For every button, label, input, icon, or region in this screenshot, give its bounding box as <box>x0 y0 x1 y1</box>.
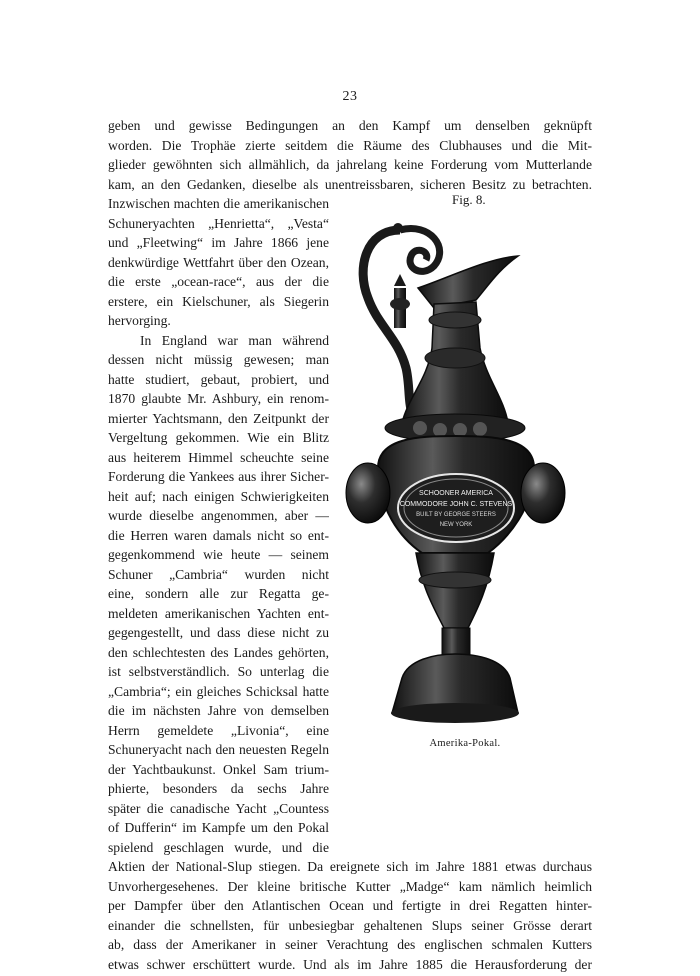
text-line: die Herren waren damals nicht so ent- <box>108 527 329 543</box>
text-line: ab, dass der Amerikaner in seiner Verachtung des englischen schmalen Kutters <box>108 937 592 952</box>
text-line: gegenkommend wie heute — seinem <box>108 547 329 562</box>
text-line: Aktien der National-Slup stiegen. Da ereignete sich im Jahre 1881 etwas durchaus <box>108 859 592 874</box>
text-line: Schuneryacht nach den neuesten Regeln <box>108 742 329 757</box>
text-line: hatte studiert, gebaut, probiert, und <box>108 371 329 387</box>
text-line: Herrn gemeldete „Livonia“, eine <box>108 722 329 738</box>
text-line: denkwürdige Wettfahrt über den Ozean, <box>108 254 329 270</box>
text-line: die im nächsten Jahre von demselben <box>108 703 329 718</box>
text-line: eine, sondern alle zur Regatta ge- <box>108 586 329 601</box>
text-line: heit auf; nach einigen Schwierigkeiten <box>108 488 329 504</box>
text-line: etwas schwer erschüttert wurde. Und als im Jahre 1885 die Herausforderung der <box>108 956 592 972</box>
text-line: geben und gewisse Bedingungen an den Kampf um denselben geknüpft <box>108 118 592 133</box>
text-line: ist selbstverständlich. So unterlag die <box>108 664 329 679</box>
figure-caption: Amerika-Pokal. <box>429 738 501 749</box>
text-line: spielend geschlagen wurde, und die <box>108 839 329 855</box>
text-line: und „Fleetwing“ im Jahre 1866 jene <box>108 235 329 250</box>
text-line: die erste „ocean-race“, aus der die <box>108 274 329 289</box>
inscription-line-3: BUILT BY GEORGE STEERS <box>416 512 496 518</box>
text-line: dessen nicht müssig gewesen; man <box>108 352 329 367</box>
text-line: wurde dieselbe angenommen, aber — <box>108 508 329 523</box>
trophy-figure <box>338 208 578 733</box>
text-line: Unvorhergesehenes. Der kleine britische Kutter „Madge“ kam nämlich heimlich <box>108 878 592 894</box>
text-line: später die canadische Yacht „Countess <box>108 800 329 816</box>
figure-label: Fig. 8. <box>452 192 486 207</box>
text-line: der Yachtbaukunst. Onkel Sam trium- <box>108 761 329 777</box>
text-line: meldeten amerikanischen Yachten ent- <box>108 605 329 621</box>
text-line: gegengestellt, und dass diese nicht zu <box>108 625 329 640</box>
text-line: Forderung die Yankees aus ihrer Sicher- <box>108 469 329 484</box>
text-line: glieder gewöhnten sich allmählich, da jahrelang keine Forderung vom Mutterlande <box>108 157 592 172</box>
text-line: Schuneryachten „Henrietta“, „Vesta“ <box>108 215 329 231</box>
text-line: den schlechtesten des Landes gehörten, <box>108 644 329 660</box>
inscription-line-2: COMMODORE JOHN C. STEVENS <box>399 501 513 508</box>
text-line: kam, an den Gedanken, dieselbe als unentreissbaren, sicheren Besitz zu betrachten. <box>108 176 592 192</box>
text-line: Vergeltung gekommen. Wie ein Blitz <box>108 430 329 445</box>
text-line: worden. Die Trophäe zierte seitdem die Räume des Clubhauses und die Mit- <box>108 137 592 153</box>
america-cup-illustration <box>338 208 578 733</box>
text-line: 1870 glaubte Mr. Ashbury, ein renom- <box>108 391 329 406</box>
page-number: 23 <box>342 89 358 104</box>
text-line: aus heiterem Himmel scheuchte seine <box>108 449 329 465</box>
text-line: of Dufferin“ im Kampfe um den Pokal <box>108 820 329 835</box>
text-line: In England war man während <box>140 332 329 348</box>
text-line: erstere, ein Kielschuner, als Siegerin <box>108 293 329 309</box>
text-line: phierte, besonders da sechs Jahre <box>108 781 329 796</box>
inscription-line-1: SCHOONER AMERICA <box>419 490 493 497</box>
text-line: mierter Yachtsmann, den Zeitpunkt der <box>108 410 329 426</box>
text-line: einander die schnellsten, für unbesiegbar gehaltenen Slups seiner Grösse derart <box>108 917 592 933</box>
text-line: Schuner „Cambria“ wurden nicht <box>108 566 329 582</box>
text-line: hervorging. <box>108 313 171 328</box>
text-line: „Cambria“; ein gleiches Schicksal hatte <box>108 683 329 699</box>
text-line: per Dampfer über den Atlantischen Ocean und fertigte in drei Regatten hinter- <box>108 898 592 913</box>
text-line: Inzwischen machten die amerikanischen <box>108 196 329 211</box>
inscription-line-4: NEW YORK <box>439 522 473 528</box>
